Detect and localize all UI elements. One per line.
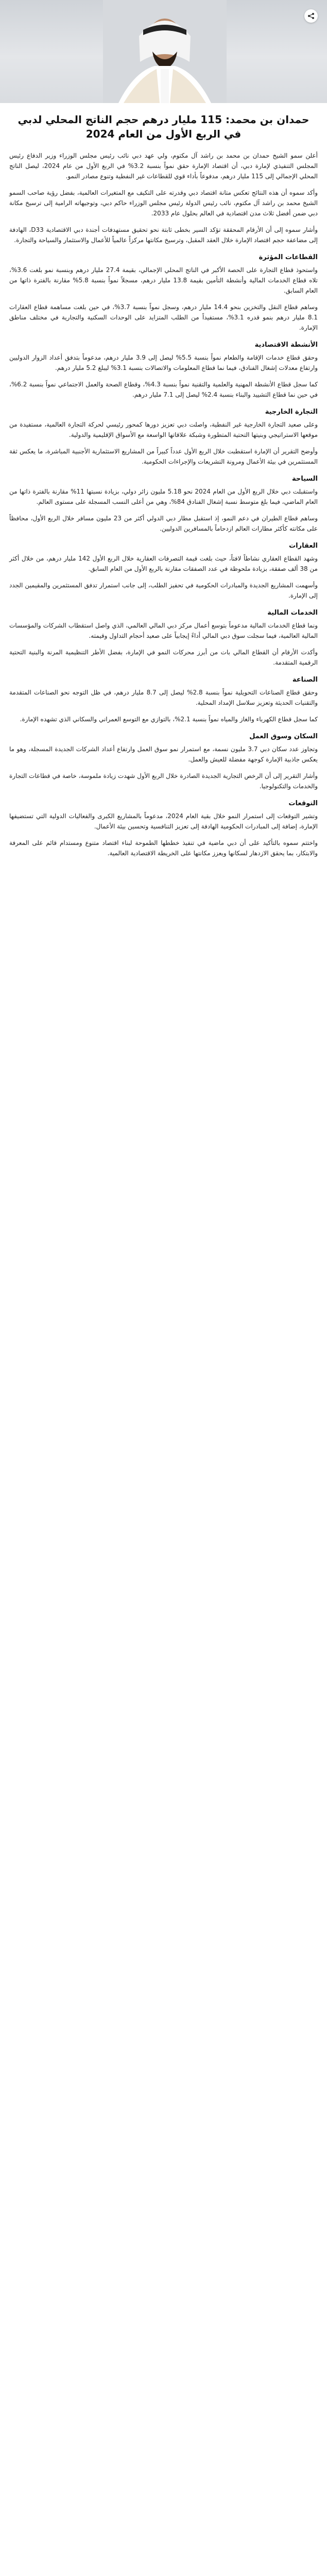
paragraph: وتشير التوقعات إلى استمرار النمو خلال بقية العام 2024، مدعوماً بالمشاريع الكبرى والفعاليات الدولية التي تستضيفها الإمارة، إضافة إلى المبادرات الحكومية الهادفة إلى تعزيز التنافسية وتحسين بيئة الأعمال. — [9, 812, 318, 830]
hero-image — [0, 0, 327, 103]
section-finance — [9, 608, 318, 668]
paragraph: ونما قطاع الخدمات المالية مدعوماً بتوسع أعمال مركز دبي المالي العالمي، الذي واصل استقطاب الشركات والمؤسسات المالية العالمية، فيما سجلت سوق دبي المالي أداءً إيجابياً على صعيد أحجام التداول وقيمته. — [9, 622, 318, 639]
paragraph: كما سجل قطاع الأنشطة المهنية والعلمية والتقنية نمواً بنسبة 4.3%، وقطاع الصحة والعمل الاجتماعي نمواً بنسبة 6.2%، في حين نما قطاع التشييد والبناء بنسبة 2.4% ليصل إلى 7.1 مليار درهم. — [9, 381, 318, 398]
paragraph: وتجاوز عدد سكان دبي 3.7 مليون نسمة، مع استمرار نمو سوق العمل وارتفاع أعداد الشركات الجديدة المسجلة، وهو ما يعكس جاذبية الإمارة كوجهة مفضلة للعيش والعمل. — [9, 745, 318, 763]
section-outlook — [9, 799, 318, 858]
section-sectors — [9, 252, 318, 333]
section-real-estate — [9, 541, 318, 601]
paragraph: وساهم قطاع النقل والتخزين بنحو 14.4 مليار درهم، وسجل نمواً بنسبة 3.7%، في حين بلغت مساهمة قطاع العقارات 8.1 مليار درهم بنمو قدره 3.1%، مستفيداً من الطلب المتزايد على الوحدات السكنية والتجارية في مختلف مناطق الإمارة. — [9, 303, 318, 331]
article-title: حمدان بن محمد: 115 مليار درهم حجم الناتج المحلي لدبي في الربع الأول من العام 2024 — [18, 113, 309, 140]
paragraph: كما سجل قطاع الكهرباء والغاز والمياه نمواً بنسبة 2.1%، بالتوازي مع التوسع العمراني والسكاني الذي تشهده الإمارة. — [20, 716, 318, 723]
section-intro — [9, 150, 318, 245]
paragraph: وأشار سموه إلى أن الأرقام المحققة تؤكد السير بخطى ثابتة نحو تحقيق مستهدفات أجندة دبي الاقتصادية D33، الهادفة إلى مضاعفة حجم اقتصاد الإمارة خلال العقد المقبل، وترسيخ مكانتها مركزاً عالمياً للأعمال والاستثمار والسياحة والتجارة. — [9, 226, 318, 244]
section-heading: السكان وسوق العمل — [249, 733, 318, 740]
section-heading: العقارات — [289, 542, 318, 550]
section-heading: الأنشطة الاقتصادية — [254, 341, 318, 349]
section-heading: السياحة — [291, 475, 318, 483]
section-heading: الصناعة — [292, 676, 318, 684]
paragraph: واختتم سموه بالتأكيد على أن دبي ماضية في تنفيذ خططها الطموحة لبناء اقتصاد متنوع ومستدام قائم على المعرفة والابتكار، بما يحقق الازدهار لسكانها ويعزز مكانتها على الخريطة الاقتصادية العالمية. — [9, 839, 318, 857]
section-heading: الخدمات المالية — [267, 609, 318, 617]
paragraph: وأسهمت المشاريع الجديدة والمبادرات الحكومية في تحفيز الطلب، إلى جانب استمرار تدفق المستثمرين والمقيمين الجدد إلى الإمارة. — [9, 582, 318, 599]
share-button[interactable] — [304, 9, 318, 23]
paragraph: واستقبلت دبي خلال الربع الأول من العام 2024 نحو 5.18 مليون زائر دولي، بزيادة نسبتها 11% مقارنة بالفترة ذاتها من العام الماضي، فيما بلغ متوسط نسبة إشغال الفنادق 84%، وهي من أعلى النسب المسجلة على مستوى العالم. — [9, 488, 318, 505]
paragraph: وحقق قطاع خدمات الإقامة والطعام نمواً بنسبة 5.5% ليصل إلى 3.9 مليار درهم، مدعوماً بتدفق أعداد الزوار الدوليين وارتفاع معدلات إشغال الفنادق، فيما نما قطاع المعلومات والاتصالات بنسبة 3.1% ليبلغ 5.2 مليار درهم. — [9, 354, 318, 371]
article-body — [0, 103, 327, 885]
paragraph: وشهد القطاع العقاري نشاطاً لافتاً، حيث بلغت قيمة التصرفات العقارية خلال الربع الأول 142 مليار درهم، من خلال أكثر من 38 ألف صفقة، بزيادة ملحوظة في عدد الصفقات مقارنة بالربع الأول من العام السابق. — [9, 555, 318, 572]
section-heading: التوقعات — [288, 800, 318, 807]
section-industry — [9, 675, 318, 724]
paragraph: وأوضح التقرير أن الإمارة استقطبت خلال الربع الأول عدداً كبيراً من المشاريع الاستثمارية الأجنبية المباشرة، ما يعكس ثقة المستثمرين في بيئة الأعمال ومرونة التشريعات والإجراءات الحكومية. — [9, 448, 318, 465]
paragraph: وساهم قطاع الطيران في دعم النمو، إذ استقبل مطار دبي الدولي أكثر من 23 مليون مسافر خلال الربع الأول، محافظاً على مكانته كأكثر مطارات العالم ازدحاماً بالمسافرين الدوليين. — [9, 515, 318, 532]
section-activities — [9, 340, 318, 400]
section-tourism — [9, 474, 318, 534]
paragraph: أعلن سمو الشيخ حمدان بن محمد بن راشد آل مكتوم، ولي عهد دبي نائب رئيس مجلس الوزراء وزير الدفاع رئيس المجلس التنفيذي لإمارة دبي، أن اقتصاد الإمارة حقق نمواً بنسبة 3.2% في الربع الأول من عام 2024، ليصل الناتج المحلي الإجمالي إلى 115 مليار درهم، مدفوعاً بأداء قوي للقطاعات غير النفطية وتنوع مصادر النمو. — [9, 152, 318, 180]
section-heading: التجارة الخارجية — [265, 408, 318, 416]
paragraph: وعلى صعيد التجارة الخارجية غير النفطية، واصلت دبي تعزيز دورها كمحور رئيسي لحركة التجارة العالمية، مستفيدة من موقعها الاستراتيجي وبنيتها التحتية المتطورة وشبكة علاقاتها الواسعة مع الأسواق الإقليمية والدولية. — [9, 421, 318, 438]
portrait-illustration — [103, 0, 227, 103]
paragraph: واستحوذ قطاع التجارة على الحصة الأكبر في الناتج المحلي الإجمالي، بقيمة 27.4 مليار درهم وبنسبة نمو بلغت 3.6%، تلاه قطاع الخدمات المالية وأنشطة التأمين بقيمة 13.8 مليار درهم، مسجلاً نمواً بنسبة 5.8% مقارنة بالفترة ذاتها من العام السابق. — [9, 266, 318, 294]
share-icon — [307, 12, 315, 20]
paragraph: وأكد سموه أن هذه النتائج تعكس متانة اقتصاد دبي وقدرته على التكيف مع المتغيرات العالمية، بفضل رؤية صاحب السمو الشيخ محمد بن راشد آل مكتوم، نائب رئيس الدولة رئيس مجلس الوزراء حاكم دبي، وتوجيهاته الرامية إلى ترسيخ مكانة دبي ضمن أفضل ثلاث مدن اقتصادية في العالم بحلول عام 2033. — [9, 189, 318, 217]
paragraph: وأشار التقرير إلى أن الرخص التجارية الجديدة الصادرة خلال الربع الأول شهدت زيادة ملموسة، خاصة في قطاعات التجارة والخدمات والتكنولوجيا. — [9, 772, 318, 790]
section-population — [9, 732, 318, 791]
section-trade — [9, 407, 318, 467]
paragraph: وحقق قطاع الصناعات التحويلية نمواً بنسبة 2.8% ليصل إلى 8.7 مليار درهم، في ظل التوجه نحو الصناعات المتقدمة والتقنيات الحديثة وتعزيز سلاسل الإمداد المحلية. — [9, 689, 318, 706]
paragraph: وأكدت الأرقام أن القطاع المالي بات من أبرز محركات النمو في الإمارة، بفضل الأطر التنظيمية المرنة والبنية التحتية الرقمية المتقدمة. — [9, 649, 318, 666]
section-heading: القطاعات المؤثرة — [259, 253, 318, 261]
